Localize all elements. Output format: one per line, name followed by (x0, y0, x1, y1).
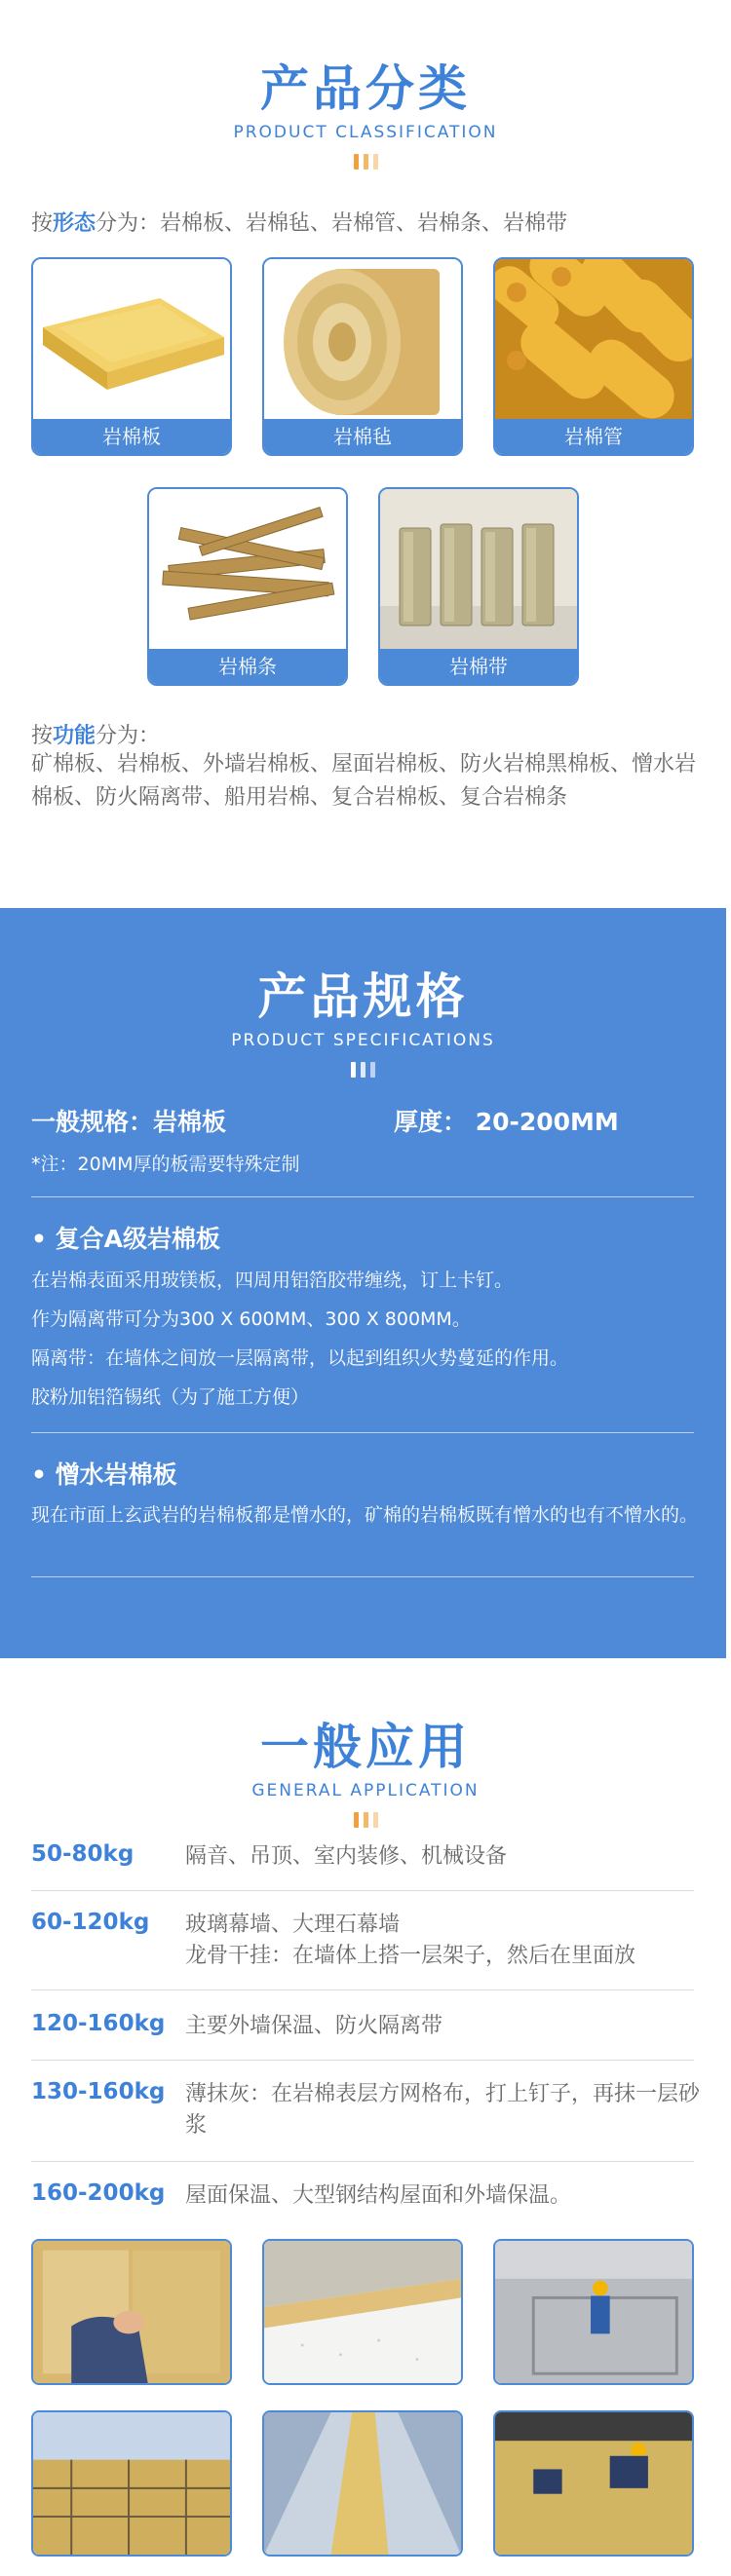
product-card-label: 岩棉条 (149, 649, 346, 684)
application-desc: 玻璃幕墙、大理石幕墙 (185, 1913, 401, 1937)
divider (31, 2060, 694, 2061)
by-form-line: 按形态分为：岩棉板、岩棉毡、岩棉管、岩棉条、岩棉带 (31, 211, 568, 236)
general-application-header (0, 1719, 731, 1828)
roof-panel-photo (262, 2410, 463, 2557)
divider (31, 2161, 694, 2162)
title-bars-icon (0, 1062, 726, 1078)
classification-section (0, 0, 731, 896)
specifications-header (0, 908, 726, 1078)
rock-wool-board-image (33, 259, 230, 423)
product-card-board[interactable] (31, 257, 232, 456)
by-form-items: 岩棉板、岩棉毡、岩棉管、岩棉条、岩棉带 (160, 211, 568, 236)
hydrophobic-board-title: • 憎水岩棉板 (31, 1460, 177, 1489)
specifications-section (0, 908, 726, 1658)
facade-worker-photo (493, 2239, 694, 2385)
by-function-line: 按功能分为： (31, 724, 161, 748)
product-card-label: 岩棉带 (380, 649, 577, 684)
density-range: 60-120kg (31, 1910, 150, 1935)
application-desc-extra: 龙骨干挂：在墙体上搭一层架子，然后在里面放 (185, 1944, 636, 1968)
classification-title: 产品分类 (260, 60, 471, 117)
composite-board-line: 作为隔离带可分为300 X 600MM、300 X 800MM。 (31, 1308, 471, 1330)
general-application-title: 一般应用 (260, 1719, 471, 1775)
divider (31, 1989, 694, 1990)
classification-subtitle: PRODUCT CLASSIFICATION (233, 123, 498, 142)
density-range: 120-160kg (31, 2011, 166, 2036)
hydrophobic-board-text: 现在市面上玄武岩的岩棉板都是憎水的，矿棉的岩棉板既有憎水的也有不憎水的。 (31, 1504, 699, 1526)
specifications-title: 产品规格 (257, 968, 469, 1025)
product-card-label: 岩棉管 (495, 419, 692, 454)
divider (31, 1576, 694, 1577)
product-card-pipe[interactable] (493, 257, 694, 456)
specifications-subtitle: PRODUCT SPECIFICATIONS (231, 1031, 495, 1050)
wall-installation-photo (31, 2239, 232, 2385)
product-card-label: 岩棉板 (33, 419, 230, 454)
application-desc: 屋面保温、大型钢结构屋面和外墙保温。 (185, 2183, 572, 2208)
general-application-subtitle: GENERAL APPLICATION (251, 1781, 480, 1800)
composite-board-line: 胶粉加铝箔锡纸（为了施工方便） (31, 1386, 310, 1408)
application-desc: 隔音、吊顶、室内装修、机械设备 (185, 1844, 508, 1869)
divider (31, 1890, 694, 1891)
rock-wool-belt-image (380, 489, 577, 653)
roof-insulation-photo (493, 2410, 694, 2557)
title-bars-icon (0, 154, 731, 170)
application-desc: 薄抹灰：在岩棉表层方网格布，打上钉子，再抹一层砂浆 (185, 2082, 701, 2138)
density-range: 50-80kg (31, 1841, 135, 1867)
composite-board-title: • 复合A级岩棉板 (31, 1225, 221, 1253)
composite-board-line: 隔离带：在墙体之间放一层隔离带，以起到组织火势蔓延的作用。 (31, 1347, 569, 1369)
density-range: 130-160kg (31, 2079, 166, 2104)
rock-wool-strip-image (149, 489, 346, 653)
building-construction-photo (31, 2410, 232, 2557)
spec-note: *注：20MM厚的板需要特殊定制 (31, 1154, 300, 1175)
by-function-items: 矿棉板、岩棉板、外墙岩棉板、屋面岩棉板、防火岩棉黑棉板、憎水岩棉板、防火隔离带、船用岩棉、复合岩棉板、复合岩棉条 (31, 752, 697, 810)
product-card-felt[interactable] (262, 257, 463, 456)
title-bars-icon (0, 1812, 731, 1828)
composite-board-line: 在岩棉表面采用玻镁板，四周用铝箔胶带缠绕，订上卡钉。 (31, 1269, 514, 1291)
by-function-keyword: 功能 (53, 724, 96, 748)
thickness-spec: 厚度： 20-200MM (394, 1108, 619, 1136)
product-card-belt[interactable] (378, 487, 579, 686)
product-card-label: 岩棉毡 (264, 419, 461, 454)
by-form-keyword: 形态 (53, 211, 96, 236)
rock-wool-pipe-image (495, 259, 692, 423)
classification-header (0, 0, 731, 170)
rock-wool-felt-image (264, 259, 461, 423)
ceiling-photo (262, 2239, 463, 2385)
density-range: 160-200kg (31, 2180, 166, 2206)
general-spec: 一般规格：岩棉板 (31, 1108, 227, 1136)
divider (31, 1432, 694, 1433)
divider (31, 1196, 694, 1197)
application-desc: 主要外墙保温、防火隔离带 (185, 2014, 443, 2038)
product-card-strip[interactable] (147, 487, 348, 686)
